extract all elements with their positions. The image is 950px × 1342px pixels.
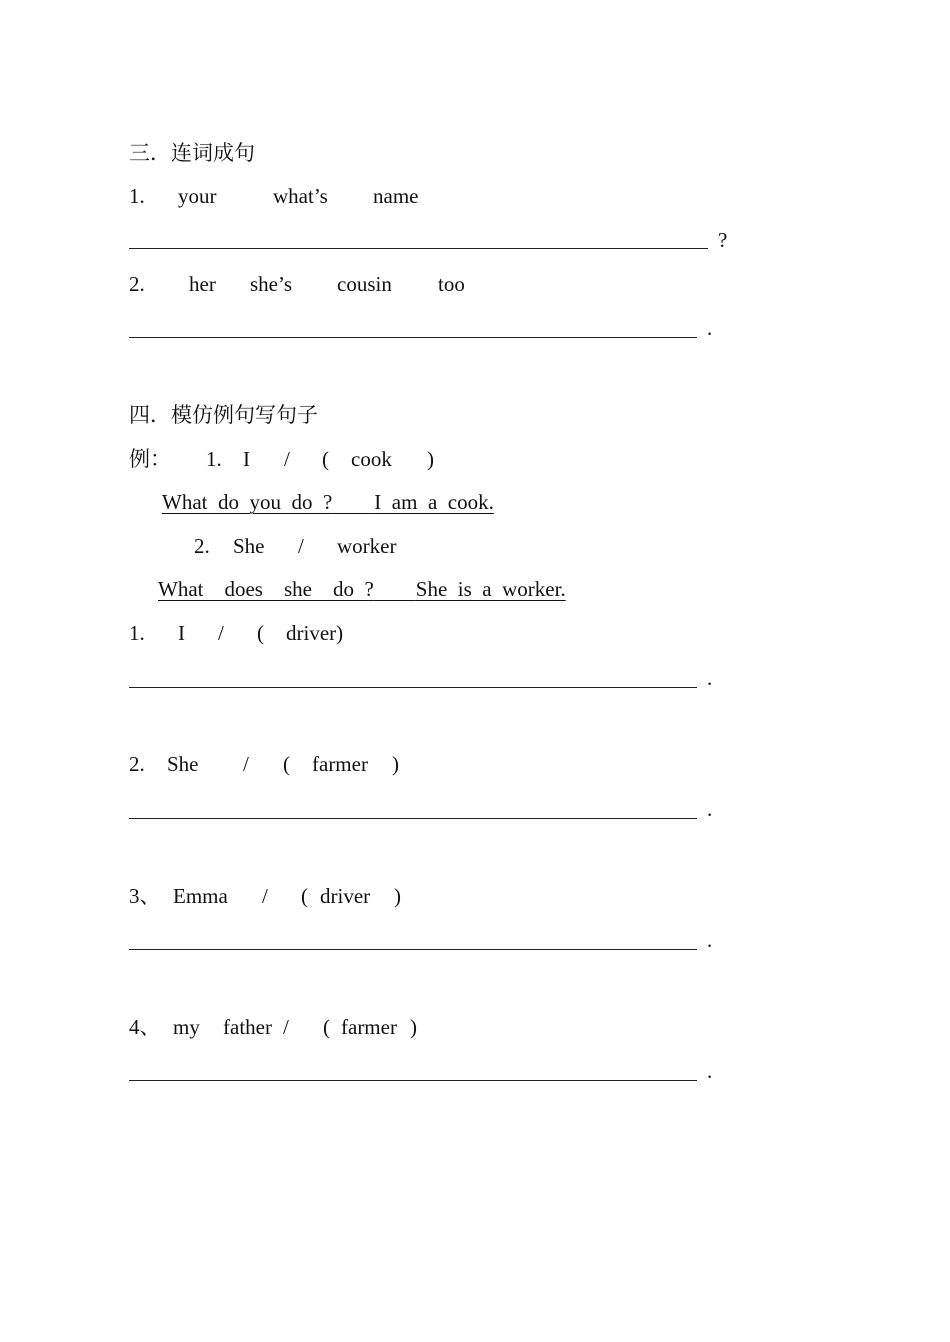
word-tile: ( (257, 621, 264, 645)
question-number: 2. (129, 272, 145, 296)
end-punctuation: . (707, 928, 713, 952)
word-tile: her (189, 272, 216, 296)
word-tile: ) (394, 884, 401, 908)
answer-blank[interactable] (129, 337, 697, 338)
end-punctuation: ? (718, 228, 728, 252)
word-tile: / (262, 884, 268, 908)
end-punctuation: . (707, 316, 713, 340)
word-tile: ( (283, 752, 290, 776)
word-tile: my (173, 1015, 200, 1039)
answer-blank[interactable] (129, 248, 708, 249)
word-tile: she’s (250, 272, 292, 296)
word-tile: I (178, 621, 185, 645)
word-tile: ( (322, 447, 329, 471)
word-tile: what’s (273, 184, 328, 208)
section-3-title: 三．连词成句 (129, 141, 255, 165)
word-tile: ( (301, 884, 308, 908)
word-tile: father (223, 1015, 272, 1039)
word-tile: I (243, 447, 250, 471)
word-tile: / (218, 621, 224, 645)
word-tile: cousin (337, 272, 392, 296)
item-number: 3、 (129, 884, 161, 908)
answer-blank[interactable] (129, 687, 697, 688)
example-reply: I am a cook. (374, 490, 494, 514)
word-tile: driver) (286, 621, 344, 645)
end-punctuation: . (707, 797, 713, 821)
item-number: 4、 (129, 1015, 161, 1039)
example-2-answer (158, 576, 566, 602)
word-tile: name (373, 184, 419, 208)
word-tile: Emma (173, 884, 228, 908)
word-tile: ) (392, 752, 399, 776)
word-tile: farmer (312, 752, 368, 776)
word-tile: / (283, 1015, 289, 1039)
item-number: 2. (129, 752, 145, 776)
word-tile: / (243, 752, 249, 776)
example-question: What do you do ? (162, 490, 333, 514)
word-tile: ) (410, 1015, 417, 1039)
word-tile: worker (337, 534, 397, 558)
example-number: 2. (194, 534, 210, 558)
example-1-answer (162, 489, 494, 515)
word-tile: / (298, 534, 304, 558)
word-tile: ( (323, 1015, 330, 1039)
word-tile: / (284, 447, 290, 471)
example-number: 1. (206, 447, 222, 471)
question-number: 1. (129, 184, 145, 208)
example-label: 例： (129, 447, 171, 471)
answer-blank[interactable] (129, 818, 697, 819)
end-punctuation: . (707, 666, 713, 690)
word-tile: cook (351, 447, 392, 471)
answer-blank[interactable] (129, 949, 697, 950)
word-tile: farmer (341, 1015, 397, 1039)
word-tile: driver (320, 884, 371, 908)
answer-blank[interactable] (129, 1080, 697, 1081)
word-tile: She (233, 534, 265, 558)
item-number: 1. (129, 621, 145, 645)
example-question: What does she do ? (158, 577, 374, 601)
word-tile: ) (427, 447, 434, 471)
example-reply: She is a worker. (415, 577, 566, 601)
section-4-title: 四．模仿例句写句子 (129, 403, 318, 427)
word-tile: She (167, 752, 199, 776)
end-punctuation: . (707, 1059, 713, 1083)
word-tile: your (178, 184, 217, 208)
word-tile: too (438, 272, 465, 296)
